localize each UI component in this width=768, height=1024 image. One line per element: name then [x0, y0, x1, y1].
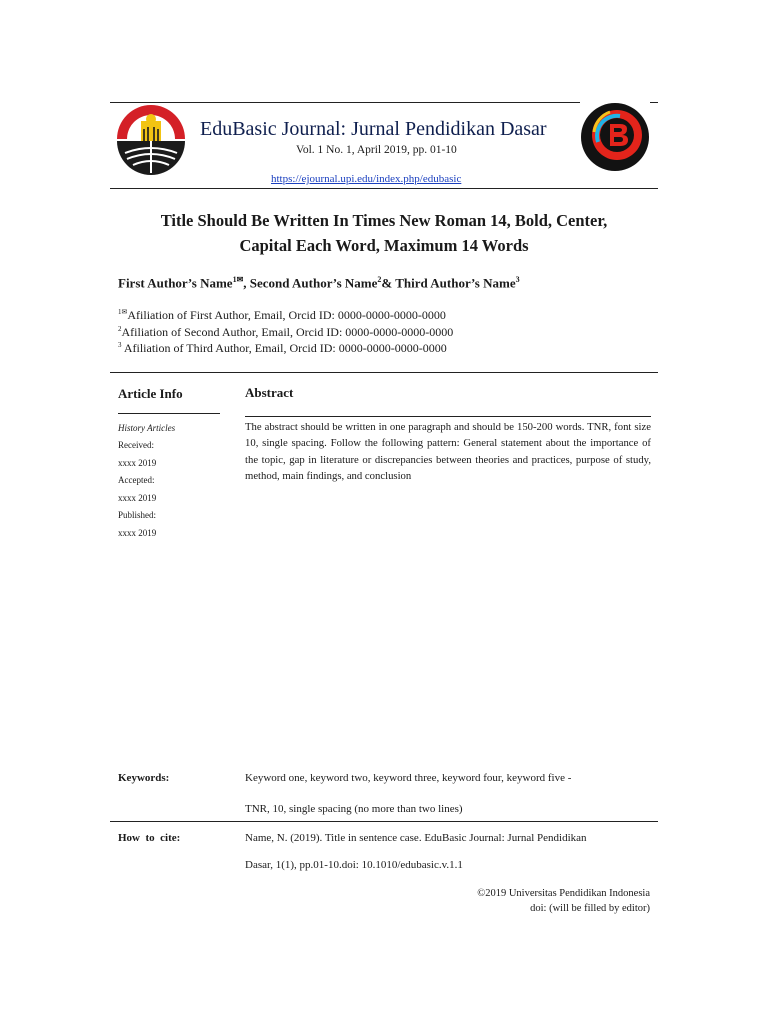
article-title-line-1: Title Should Be Written In Times New Roman 14, Bold, Center,	[160, 211, 608, 230]
author-list	[118, 275, 520, 291]
doi-notice: doi: (will be filled by editor)	[530, 903, 650, 914]
keywords-rule	[110, 821, 658, 822]
author-3-marker: 3	[515, 275, 520, 284]
university-emblem-icon	[115, 103, 187, 175]
citation-line-1: Name, N. (2019). Title in sentence case. EduBasic Journal: Jurnal Pendidikan	[245, 832, 587, 844]
affiliation-3-marker: 3	[118, 341, 122, 349]
journal-name: EduBasic Journal: Jurnal Pendidikan Dasar	[200, 118, 547, 140]
abstract-body: The abstract should be written in one paragraph and should be 150-200 words. TNR, font size 10, single spacing. Follow the following pattern: General statement about the importance of the topic, gap in literature or discrepancies between theories and practices, purpose of study, method, main findings, and conclusion	[245, 421, 651, 483]
affiliation-1	[118, 308, 446, 323]
published-value: xxxx 2019	[118, 528, 157, 538]
author-1-marker: 1✉	[232, 275, 244, 284]
affiliation-3	[118, 341, 447, 356]
accepted-label: Accepted:	[118, 475, 155, 485]
affiliation-2-text: Afiliation of Second Author, Email, Orcid ID: 0000-0000-0000-0000	[121, 325, 454, 339]
journal-url-link[interactable]: https://ejournal.upi.edu/index.php/edubasic	[271, 173, 462, 185]
citation-line-2: Dasar, 1(1), pp.01-10.doi: 10.1010/edubasic.v.1.1	[245, 859, 463, 871]
published-label: Published:	[118, 510, 157, 520]
author-3-name: & Third Author’s Name	[381, 275, 516, 291]
how-to-cite-label: How to cite:	[118, 832, 181, 844]
author-2-name: , Second Author’s Name	[243, 275, 378, 291]
edubasic-journal-logo-icon	[580, 102, 650, 172]
keywords-label: Keywords:	[118, 772, 170, 784]
history-articles-label: History Articles	[118, 423, 176, 433]
journal-volume-info: Vol. 1 No. 1, April 2019, pp. 01-10	[296, 144, 457, 156]
affiliation-2	[118, 325, 453, 340]
copyright-notice: ©2019 Universitas Pendidikan Indonesia	[477, 888, 650, 899]
affiliation-2-marker: 2	[118, 325, 122, 333]
article-title-line-2: Capital Each Word, Maximum 14 Words	[239, 236, 529, 255]
article-title	[110, 208, 658, 258]
received-value: xxxx 2019	[118, 458, 157, 468]
author-1-name: First Author’s Name	[118, 275, 233, 291]
affiliation-3-text: Afiliation of Third Author, Email, Orcid ID: 0000-0000-0000-0000	[121, 341, 447, 355]
received-label: Received:	[118, 440, 154, 450]
header-bottom-rule	[110, 188, 658, 189]
abstract-heading: Abstract	[245, 385, 294, 400]
header-top-rule-right	[650, 102, 658, 103]
accepted-value: xxxx 2019	[118, 493, 157, 503]
article-info-heading: Article Info	[118, 386, 183, 401]
author-2-marker: 2	[377, 275, 382, 284]
keywords-line-2: TNR, 10, single spacing (no more than two lines)	[245, 803, 463, 815]
article-info-rule	[118, 413, 220, 414]
section-rule	[110, 372, 658, 373]
abstract-rule	[245, 416, 651, 417]
affiliation-1-text: Afiliation of First Author, Email, Orcid ID: 0000-0000-0000-0000	[127, 308, 446, 322]
keywords-line-1: Keyword one, keyword two, keyword three, keyword four, keyword five -	[245, 772, 572, 784]
affiliation-1-marker: 1✉	[118, 308, 128, 316]
